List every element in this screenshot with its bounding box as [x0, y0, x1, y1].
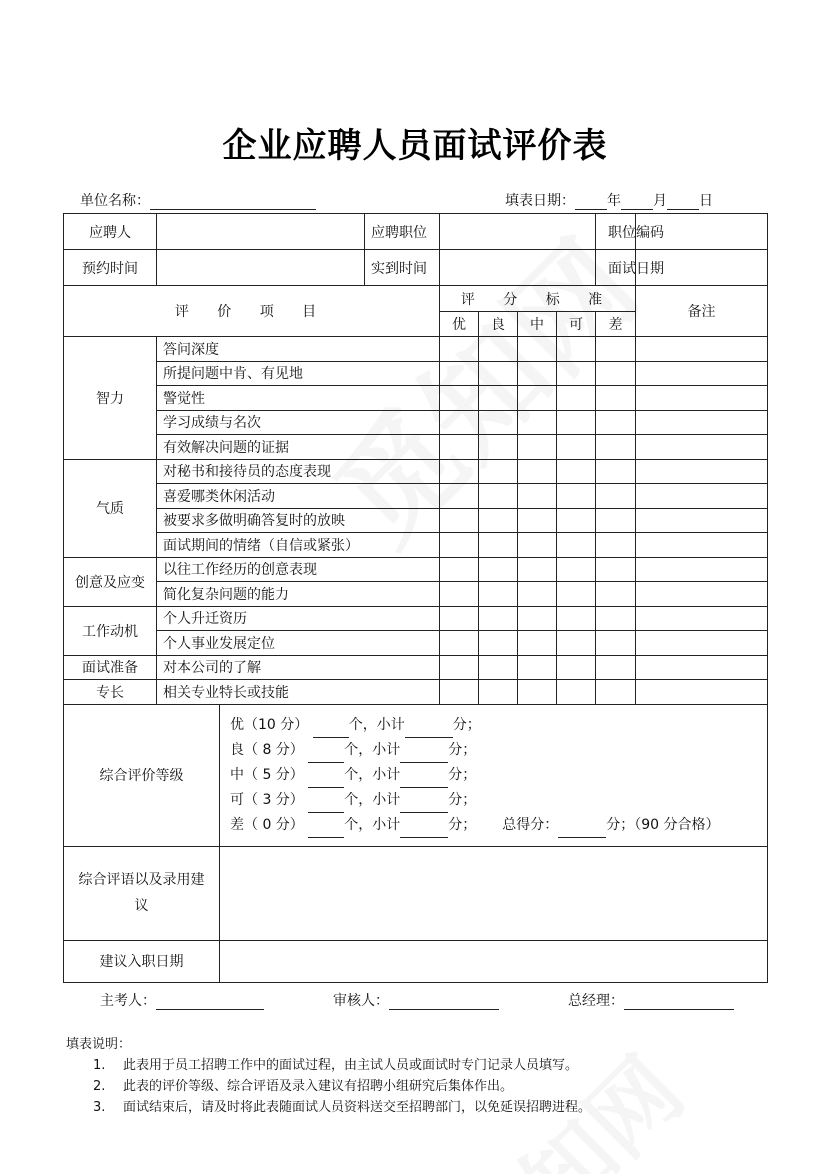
count-label: 个，小计	[348, 716, 405, 733]
grade-fair: 可	[557, 312, 596, 337]
position-input[interactable]	[440, 214, 596, 250]
category-specialty: 专长	[64, 680, 157, 705]
score-cell[interactable]	[440, 533, 479, 558]
table-row	[64, 557, 768, 582]
score-cell[interactable]	[596, 582, 636, 607]
score-cell[interactable]	[596, 459, 636, 484]
score-cell[interactable]	[596, 631, 636, 656]
score-cell[interactable]	[518, 386, 557, 411]
score-cell[interactable]	[440, 410, 479, 435]
examiner-signature	[100, 990, 264, 1010]
standard-header: 评 分 标 准	[440, 286, 636, 312]
examiner-label: 主考人：	[100, 993, 156, 1009]
year-input[interactable]	[575, 194, 607, 210]
manager-label: 总经理：	[568, 993, 624, 1009]
score-cell[interactable]	[479, 655, 518, 680]
item-label: 被要求多做明确答复时的放映	[157, 508, 440, 533]
reviewer-signature	[333, 990, 499, 1010]
list-item	[66, 1076, 591, 1097]
grade-excellent: 优	[440, 312, 479, 337]
unit-label: 分；	[448, 816, 477, 833]
item-label: 个人事业发展定位	[157, 631, 440, 656]
remark-cell[interactable]	[636, 508, 768, 533]
table-row	[64, 410, 768, 435]
fill-date-label: 填表日期：	[505, 193, 575, 209]
score-cell[interactable]	[479, 410, 518, 435]
note-number: 3.	[93, 1100, 106, 1115]
score-line-medium	[230, 763, 759, 788]
grade-label: 良（ 8 分）	[230, 741, 304, 758]
eval-items-header: 评 价 项 目	[64, 286, 440, 337]
item-label: 学习成绩与名次	[157, 410, 440, 435]
score-cell[interactable]	[440, 337, 479, 362]
start-date-label: 建议入职日期	[64, 940, 220, 982]
grade-label: 中（ 5 分）	[230, 766, 304, 783]
start-date-row	[64, 940, 768, 982]
reviewer-label: 审核人：	[333, 993, 389, 1009]
remark-cell[interactable]	[636, 459, 768, 484]
score-cell[interactable]	[557, 680, 596, 705]
score-cell[interactable]	[518, 557, 557, 582]
score-cell[interactable]	[596, 484, 636, 509]
info-row	[64, 214, 768, 250]
position-code-label: 职位编码	[596, 214, 636, 250]
score-cell[interactable]	[596, 386, 636, 411]
count-label: 个，小计	[344, 741, 401, 758]
category-intellect: 智力	[64, 337, 157, 460]
list-item	[66, 1097, 591, 1118]
score-cell[interactable]	[479, 337, 518, 362]
remark-cell[interactable]	[636, 361, 768, 386]
count-blank[interactable]	[308, 823, 344, 838]
subtotal-blank[interactable]	[400, 748, 448, 763]
count-label: 个，小计	[344, 791, 401, 808]
score-cell[interactable]	[479, 435, 518, 460]
score-cell[interactable]	[518, 410, 557, 435]
score-cell[interactable]	[596, 361, 636, 386]
score-cell[interactable]	[479, 631, 518, 656]
score-cell[interactable]	[440, 655, 479, 680]
score-cell[interactable]	[596, 533, 636, 558]
score-cell[interactable]	[440, 508, 479, 533]
item-label: 对秘书和接待员的态度表现	[157, 459, 440, 484]
count-blank[interactable]	[308, 773, 344, 788]
category-temperament: 气质	[64, 459, 157, 557]
remark-cell[interactable]	[636, 631, 768, 656]
score-cell[interactable]	[557, 606, 596, 631]
count-blank[interactable]	[308, 798, 344, 813]
score-cell[interactable]	[557, 410, 596, 435]
note-number: 1.	[93, 1058, 106, 1073]
table-row	[64, 680, 768, 705]
score-cell[interactable]	[518, 459, 557, 484]
remark-cell[interactable]	[636, 655, 768, 680]
notes-list	[66, 1055, 591, 1118]
score-cell[interactable]	[596, 655, 636, 680]
score-cell[interactable]	[479, 508, 518, 533]
score-cell[interactable]	[479, 484, 518, 509]
manager-input[interactable]	[624, 994, 734, 1010]
unit-label: 分；	[448, 766, 477, 783]
score-cell[interactable]	[557, 508, 596, 533]
remark-cell[interactable]	[636, 484, 768, 509]
day-label: 日	[699, 193, 713, 209]
score-cell[interactable]	[596, 508, 636, 533]
examiner-input[interactable]	[156, 994, 264, 1010]
score-cell[interactable]	[596, 557, 636, 582]
remark-cell[interactable]	[636, 582, 768, 607]
score-cell[interactable]	[557, 435, 596, 460]
score-cell[interactable]	[479, 533, 518, 558]
score-cell[interactable]	[596, 680, 636, 705]
grade-label: 优（10 分）	[230, 716, 309, 733]
score-cell[interactable]	[518, 680, 557, 705]
subtotal-blank[interactable]	[400, 823, 448, 838]
remark-cell[interactable]	[636, 557, 768, 582]
interview-date-label: 面试日期	[596, 250, 636, 286]
total-score-unit: 分；（90 分合格）	[606, 816, 720, 833]
score-cell[interactable]	[557, 533, 596, 558]
item-label: 喜爱哪类休闲活动	[157, 484, 440, 509]
score-cell[interactable]	[440, 606, 479, 631]
notes-title: 填表说明：	[66, 1037, 132, 1052]
remark-cell[interactable]	[636, 337, 768, 362]
subtotal-blank[interactable]	[400, 798, 448, 813]
unit-name-field	[80, 190, 316, 210]
table-row	[64, 508, 768, 533]
notes-section	[66, 1034, 591, 1118]
item-label: 个人升迁资历	[157, 606, 440, 631]
grade-label: 可（ 3 分）	[230, 791, 304, 808]
table-row	[64, 459, 768, 484]
score-cell[interactable]	[440, 484, 479, 509]
score-cell[interactable]	[557, 655, 596, 680]
table-row	[64, 386, 768, 411]
table-row	[64, 533, 768, 558]
unit-label: 分；	[448, 791, 477, 808]
score-cell[interactable]	[440, 582, 479, 607]
table-row	[64, 631, 768, 656]
manager-signature	[568, 990, 734, 1010]
evaluation-table	[63, 213, 768, 983]
category-preparation: 面试准备	[64, 655, 157, 680]
score-cell[interactable]	[479, 680, 518, 705]
score-cell[interactable]	[518, 484, 557, 509]
score-cell[interactable]	[596, 435, 636, 460]
score-cell[interactable]	[557, 582, 596, 607]
remark-cell[interactable]	[636, 386, 768, 411]
score-cell[interactable]	[557, 484, 596, 509]
position-label: 应聘职位	[365, 214, 440, 250]
score-cell[interactable]	[518, 533, 557, 558]
score-cell[interactable]	[557, 337, 596, 362]
count-label: 个，小计	[344, 816, 401, 833]
unit-label: 分；	[448, 741, 477, 758]
subtotal-blank[interactable]	[400, 773, 448, 788]
table-row	[64, 435, 768, 460]
applicant-input[interactable]	[157, 214, 365, 250]
score-cell[interactable]	[479, 361, 518, 386]
item-label: 相关专业特长或技能	[157, 680, 440, 705]
eval-header-row	[64, 286, 768, 312]
item-label: 所提问题中肯、有见地	[157, 361, 440, 386]
table-row	[64, 582, 768, 607]
score-cell[interactable]	[518, 435, 557, 460]
score-cell[interactable]	[557, 361, 596, 386]
score-cell[interactable]	[557, 557, 596, 582]
item-label: 答问深度	[157, 337, 440, 362]
total-score-label: 总得分：	[502, 816, 559, 833]
item-label: 面试期间的情绪（自信或紧张）	[157, 533, 440, 558]
unit-name-input[interactable]	[150, 194, 316, 210]
score-cell[interactable]	[518, 606, 557, 631]
month-label: 月	[653, 193, 667, 209]
fill-date-field	[505, 190, 713, 210]
score-line-good	[230, 738, 759, 763]
comments-row	[64, 846, 768, 940]
category-motivation: 工作动机	[64, 606, 157, 655]
score-cell[interactable]	[479, 606, 518, 631]
month-input[interactable]	[621, 194, 653, 210]
count-blank[interactable]	[313, 723, 349, 738]
score-cell[interactable]	[557, 386, 596, 411]
score-cell[interactable]	[440, 680, 479, 705]
score-cell[interactable]	[440, 557, 479, 582]
arrival-time-input[interactable]	[440, 250, 596, 286]
note-number: 2.	[93, 1079, 106, 1094]
score-cell[interactable]	[440, 435, 479, 460]
score-cell[interactable]	[518, 655, 557, 680]
table-row	[64, 337, 768, 362]
remarks-header: 备注	[636, 286, 768, 337]
score-cell[interactable]	[518, 508, 557, 533]
score-cell[interactable]	[440, 459, 479, 484]
year-label: 年	[607, 193, 621, 209]
score-line-excellent	[230, 713, 759, 738]
subtotal-blank[interactable]	[405, 723, 453, 738]
note-text: 此表的评价等级、综合评语及录入建议有招聘小组研究后集体作出。	[123, 1079, 514, 1094]
item-label: 对本公司的了解	[157, 655, 440, 680]
note-text: 此表用于员工招聘工作中的面试过程，由主试人员或面试时专门记录人员填写。	[123, 1058, 579, 1073]
grade-label: 差（ 0 分）	[230, 816, 304, 833]
reviewer-input[interactable]	[389, 994, 499, 1010]
table-row	[64, 484, 768, 509]
table-row	[64, 606, 768, 631]
score-cell[interactable]	[557, 631, 596, 656]
comments-label: 综合评语以及录用建议	[64, 846, 220, 940]
score-cell[interactable]	[557, 459, 596, 484]
list-item	[66, 1055, 591, 1076]
score-cell[interactable]	[479, 557, 518, 582]
score-cell[interactable]	[479, 459, 518, 484]
unit-name-label: 单位名称：	[80, 193, 150, 209]
score-line-poor	[230, 813, 759, 838]
score-cell[interactable]	[479, 386, 518, 411]
table-row	[64, 361, 768, 386]
score-cell[interactable]	[518, 361, 557, 386]
score-cell[interactable]	[518, 631, 557, 656]
item-label: 警觉性	[157, 386, 440, 411]
score-line-fair	[230, 788, 759, 813]
total-score-blank[interactable]	[558, 823, 606, 838]
overall-rating-scores	[220, 704, 768, 846]
table-row	[64, 655, 768, 680]
arrival-time-label: 实到时间	[365, 250, 440, 286]
item-label: 简化复杂问题的能力	[157, 582, 440, 607]
score-cell[interactable]	[596, 606, 636, 631]
score-cell[interactable]	[518, 582, 557, 607]
score-cell[interactable]	[440, 361, 479, 386]
item-label: 以往工作经历的创意表现	[157, 557, 440, 582]
note-text: 面试结束后，请及时将此表随面试人员资料送交至招聘部门，以免延误招聘进程。	[123, 1100, 592, 1115]
grade-poor: 差	[596, 312, 636, 337]
comments-input[interactable]	[220, 846, 768, 940]
info-row	[64, 250, 768, 286]
remark-cell[interactable]	[636, 606, 768, 631]
remark-cell[interactable]	[636, 435, 768, 460]
remark-cell[interactable]	[636, 680, 768, 705]
appointment-time-label: 预约时间	[64, 250, 157, 286]
page-title: 企业应聘人员面试评价表	[222, 126, 608, 166]
item-label: 有效解决问题的证据	[157, 435, 440, 460]
remark-cell[interactable]	[636, 533, 768, 558]
score-cell[interactable]	[596, 410, 636, 435]
remark-cell[interactable]	[636, 410, 768, 435]
applicant-label: 应聘人	[64, 214, 157, 250]
day-input[interactable]	[667, 194, 699, 210]
grade-good: 良	[479, 312, 518, 337]
start-date-input[interactable]	[220, 940, 768, 982]
score-cell[interactable]	[518, 337, 557, 362]
overall-rating-label: 综合评价等级	[64, 704, 220, 846]
overall-rating-row	[64, 704, 768, 846]
count-label: 个，小计	[344, 766, 401, 783]
category-creativity: 创意及应变	[64, 557, 157, 606]
score-cell[interactable]	[440, 386, 479, 411]
appointment-time-input[interactable]	[157, 250, 365, 286]
score-cell[interactable]	[596, 337, 636, 362]
grade-medium: 中	[518, 312, 557, 337]
score-cell[interactable]	[479, 582, 518, 607]
count-blank[interactable]	[308, 748, 344, 763]
score-cell[interactable]	[440, 631, 479, 656]
unit-label: 分；	[452, 716, 481, 733]
